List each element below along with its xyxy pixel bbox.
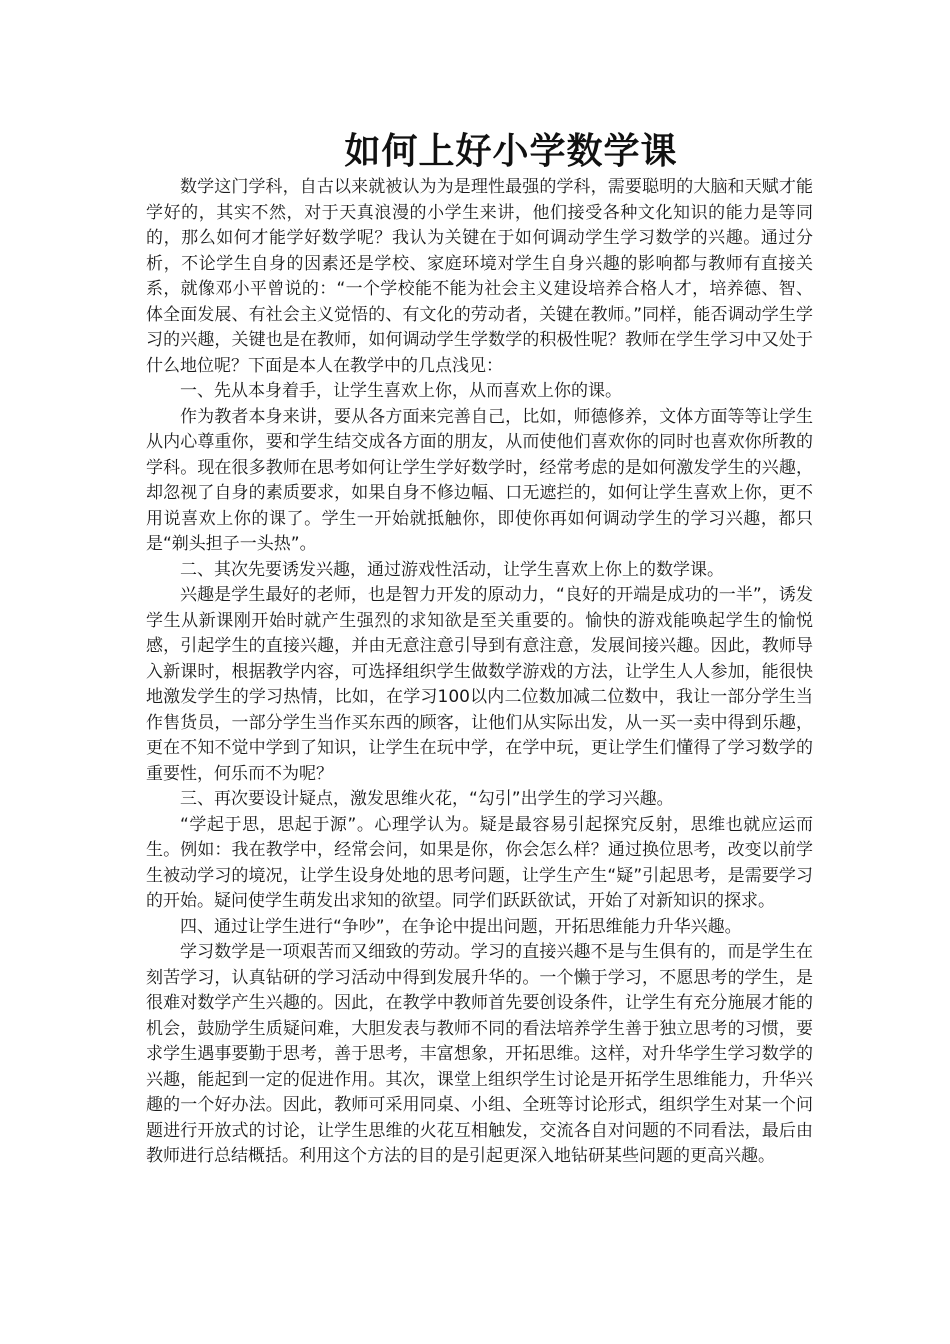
paragraph-point-4: 学习数学是一项艰苦而又细致的劳动。学习的直接兴趣不是与生俱有的，而是学生在刻苦学习，认真钻研的学习活动中得到发展升华的。一个懒于学习，不愿思考的学生，是很难对数学产生兴趣的。因此，在教学中教师首先要创设条件，让学生有充分施展才能的机会，鼓励学生质疑问难，大胆发表与教师不同的看法培养学生善于独立思考的习惯，要求学生遇事要勤于思考，善于思考，丰富想象，开拓思维。这样，对升华学生学习数学的兴趣，能起到一定的促进作用。其次，课堂上组织学生讨论是开拓学生思维能力，升华兴趣的一个好办法。因此，教师可采用同桌、小组、全班等讨论形式，组织学生对某一个问题进行开放式的讨论，让学生思维的火花互相触发，交流各自对问题的不同看法，最后由教师进行总结概括。利用这个方法的目的是引起更深入地钻研某些问题的更高兴趣。 [146,942,813,1166]
document-title: 如何上好小学数学课 [344,130,678,172]
paragraph-point-1: 作为教者本身来讲，要从各方面来完善自己，比如，师德修养，文体方面等等让学生从内心尊重你，要和学生结交成各方面的朋友，从而使他们喜欢你的同时也喜欢你所教的学科。现在很多教师在思考如何让学生学好数学时，经常考虑的是如何激发学生的兴趣，却忽视了自身的素质要求，如果自身不修边幅、口无遮拦的，如何让学生喜欢上你，更不用说喜欢上你的课了。学生一开始就抵触你，即使你再如何调动学生的学习兴趣，都只是“剃头担子一头热”。 [146,406,813,554]
document-body [146,175,813,1170]
heading-point-3: 三、再次要设计疑点，激发思维火花，“勾引”出学生的学习兴趣。 [180,789,674,809]
heading-point-1: 一、先从本身着手，让学生喜欢上你，从而喜欢上你的课。 [180,381,622,401]
paragraph-intro: 数学这门学科，自古以来就被认为为是理性最强的学科，需要聪明的大脑和天赋才能学好的，其实不然，对于天真浪漫的小学生来讲，他们接受各种文化知识的能力是等同的，那么如何才能学好数学呢？我认为关键在于如何调动学生学习数学的兴趣。通过分析，不论学生自身的因素还是学校、家庭环境对学生自身兴趣的影响都与教师有直接关系，就像邓小平曾说的：“一个学校能不能为社会主义建设培养合格人才，培养德、智、体全面发展、有社会主义觉悟的、有文化的劳动者，关键在教师。”同样，能否调动学生学习的兴趣，关键也是在教师，如何调动学生学数学的积极性呢？教师在学生学习中又处于什么地位呢？下面是本人在教学中的几点浅见： [146,177,813,376]
paragraph-point-3: “学起于思，思起于源”。心理学认为。疑是最容易引起探究反射，思维也就应运而生。例如：我在教学中，经常会问，如果是你，你会怎么样？通过换位思考，改变以前学生被动学习的境况，让学生设身处地的思考问题，让学生产生“疑”引起思考，是需要学习的开始。疑问使学生萌发出求知的欲望。同学们跃跃欲试，开始了对新知识的探求。 [146,814,813,911]
heading-point-4: 四、通过让学生进行“争吵”，在争论中提出问题，开拓思维能力升华兴趣。 [180,916,742,937]
paragraph-point-2: 兴趣是学生最好的老师，也是智力开发的原动力，“良好的开端是成功的一半”，诱发学生从新课刚开始时就产生强烈的求知欲是至关重要的。愉快的游戏能唤起学生的愉悦感，引起学生的直接兴趣，并由无意注意引导到有意注意，发展间接兴趣。因此，教师导入新课时，根据教学内容，可选择组织学生做数学游戏的方法，让学生人人参加，能很快地激发学生的学习热情，比如，在学习100以内二位数加减二位数中，我让一部分学生当作售货员，一部分学生当作买东西的顾客，让他们从实际出发，从一买一卖中得到乐趣，更在不知不觉中学到了知识，让学生在玩中学，在学中玩，更让学生们懂得了学习数学的重要性，何乐而不为呢？ [146,585,813,784]
heading-point-2: 二、其次先要诱发兴趣，通过游戏性活动，让学生喜欢上你上的数学课。 [180,559,724,580]
